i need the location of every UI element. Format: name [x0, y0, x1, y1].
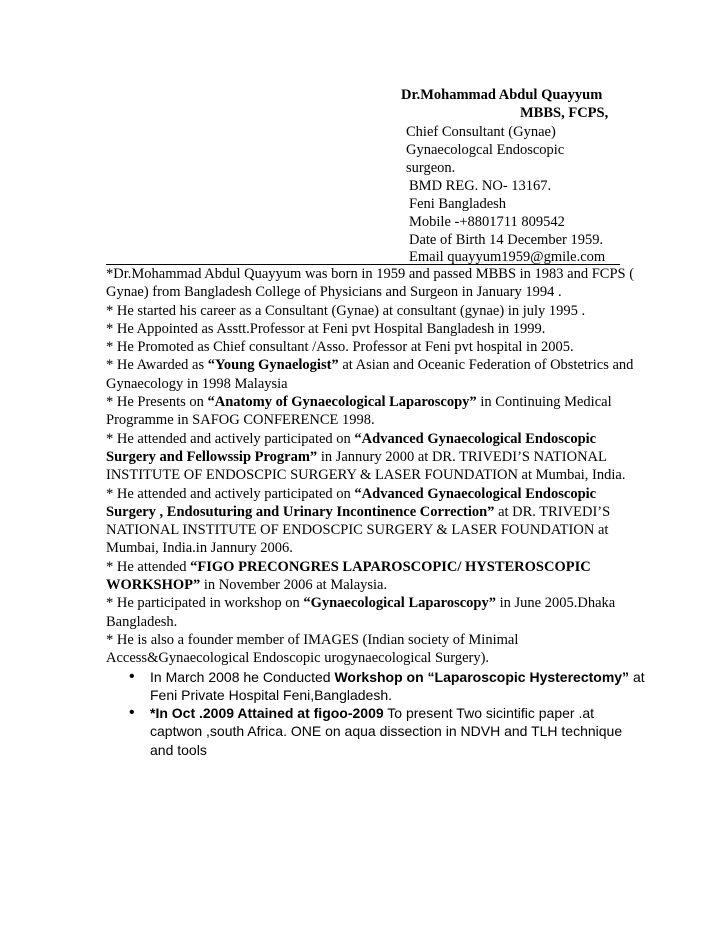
doctor-name: Dr.Mohammad Abdul Quayyum	[401, 87, 603, 103]
specialty-line-2: surgeon.	[406, 160, 456, 176]
training-2006: * He attended and actively participated on “Advanced Gynaecological Endoscopic Surgery , Endosuturing and Urinary Incontinence Correction” at DR. TRIVEDI’S NATIONAL INSTITUTE OF ENDOSCPIC SURGERY & LASER FOUNDATION at Mumbai, India.in Jannury 2006.	[106, 485, 611, 557]
bmd-reg-number: BMD REG. NO- 13167.	[409, 178, 552, 194]
email-address: Email quayyum1959@gmile.com	[409, 249, 606, 265]
bio-intro: *Dr.Mohammad Abdul Quayyum was born in 1959 and passed MBBS in 1983 and FCPS ( Gynae) from Bangladesh College of Physicians and Surgeon in January 1994 .	[106, 266, 635, 301]
biography	[106, 265, 646, 759]
appointment: * He Appointed as Asstt.Professor at Feni pvt Hospital Bangladesh in 1999.	[106, 320, 546, 337]
award: * He Awarded as “Young Gynaelogist” at Asian and Oceanic Federation of Obstetrics and Gynaecology in 1998 Malaysia	[106, 357, 634, 392]
location: Feni Bangladesh	[409, 196, 507, 212]
promotion: * He Promoted as Chief consultant /Asso. Professor at Feni pvt hospital in 2005.	[106, 339, 574, 356]
figo-workshop: * He attended “FIGO PRECONGRES LAPAROSCOPIC/ HYSTEROSCOPIC WORKSHOP” in November 2006 at Malaysia.	[106, 558, 591, 594]
presentation: * He Presents on “Anatomy of Gynaecological Laparoscopy” in Continuing Medical Programme in SAFOG CONFERENCE 1998.	[106, 394, 612, 429]
list-item: • In March 2008 he Conducted Workshop on “Laparoscopic Hysterectomy” at Feni Private Hospital Feni,Bangladesh.	[150, 668, 646, 705]
laparoscopy-workshop: * He participated in workshop on “Gynaecological Laparoscopy” in June 2005.Dhaka Bangladesh.	[106, 595, 616, 630]
mobile-number: Mobile -+8801711 809542	[409, 214, 565, 230]
achievements-list	[106, 668, 646, 759]
specialty-line-1: Gynaecologcal Endoscopic	[406, 142, 565, 158]
date-of-birth: Date of Birth 14 December 1959.	[409, 232, 604, 248]
position: Chief Consultant (Gynae)	[406, 124, 556, 140]
degrees: MBBS, FCPS,	[520, 105, 609, 121]
career-start: * He started his career as a Consultant (Gynae) at consultant (gynae) in july 1995 .	[106, 302, 586, 319]
list-item: • *In Oct .2009 Attained at figoo-2009 To present Two sicintific paper .at captwon ,south Africa. ONE on aqua dissection in NDVH and TLH technique and tools	[150, 704, 646, 759]
training-2000: * He attended and actively participated on “Advanced Gynaecological Endoscopic Surgery and Fellowssip Program” in Jannury 2000 at DR. TRIVEDI’S NATIONAL INSTITUTE OF ENDOSCPIC SURGERY & LASER FOUNDATION at Mumbai, India.	[106, 430, 626, 484]
images-membership: * He is also a founder member of IMAGES (Indian society of Minimal Access&Gynaecological Endoscopic urogynaecological Surgery).	[106, 631, 519, 667]
